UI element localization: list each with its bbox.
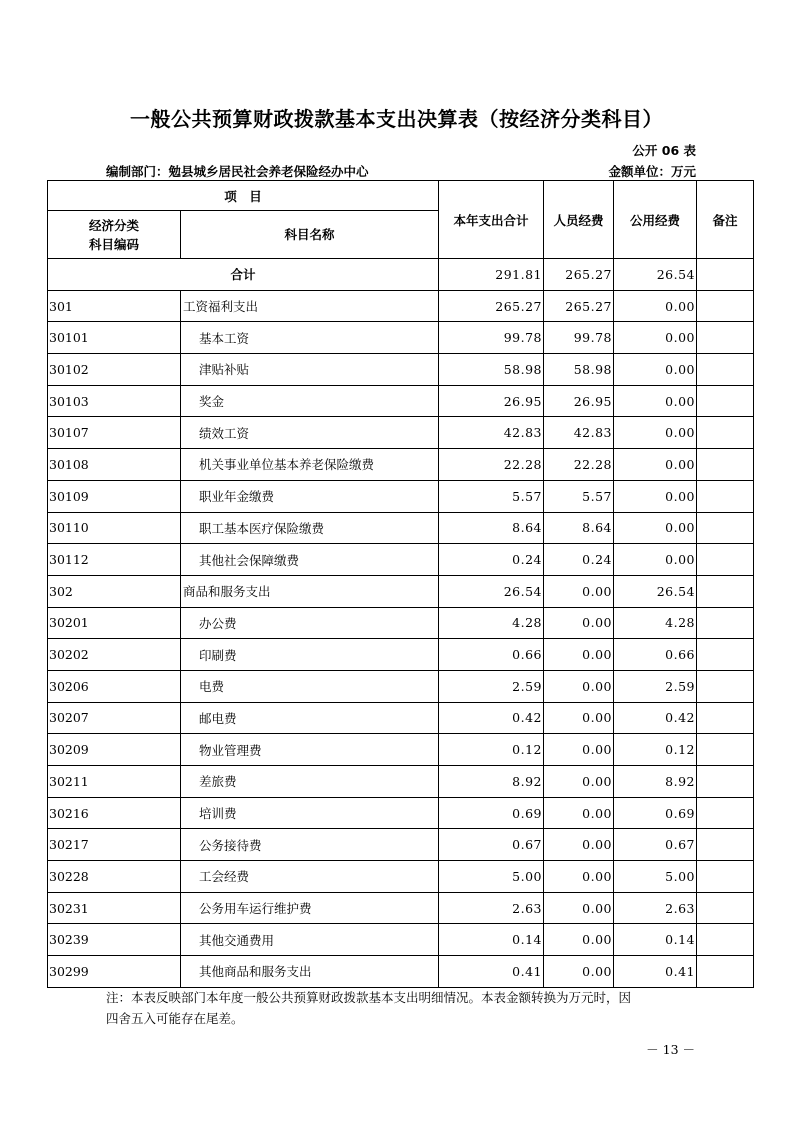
header-project: 项 目	[48, 181, 439, 211]
row-name: 商品和服务支出	[181, 575, 439, 607]
row-public: 0.66	[614, 639, 697, 671]
row-code: 30101	[48, 322, 181, 354]
table-row	[48, 956, 754, 988]
footnote-line2: 四舍五入可能存在尾差。	[106, 1011, 244, 1026]
row-public: 0.00	[614, 385, 697, 417]
total-row	[48, 259, 754, 291]
table-row	[48, 734, 754, 766]
row-personnel: 8.64	[544, 512, 614, 544]
row-total: 99.78	[439, 322, 544, 354]
row-personnel: 0.00	[544, 607, 614, 639]
row-public: 0.00	[614, 354, 697, 386]
row-personnel: 0.00	[544, 892, 614, 924]
row-total: 2.59	[439, 670, 544, 702]
row-name: 物业管理费	[181, 734, 439, 766]
table-row	[48, 766, 754, 798]
row-total: 8.64	[439, 512, 544, 544]
row-public: 4.28	[614, 607, 697, 639]
compiling-department: 编制部门：勉县城乡居民社会养老保险经办中心	[106, 164, 369, 179]
row-public: 0.00	[614, 512, 697, 544]
row-code: 30299	[48, 956, 181, 988]
row-personnel: 0.00	[544, 702, 614, 734]
row-remark	[697, 734, 754, 766]
header-econ-code	[48, 211, 181, 259]
row-personnel: 265.27	[544, 290, 614, 322]
footnote-line1: 注：本表反映部门本年度一般公共预算财政拨款基本支出明细情况。本表金额转换为万元时，因	[106, 990, 632, 1005]
row-personnel: 5.57	[544, 480, 614, 512]
row-total: 22.28	[439, 449, 544, 481]
row-name: 办公费	[181, 607, 439, 639]
row-public: 0.00	[614, 544, 697, 576]
row-personnel: 0.00	[544, 797, 614, 829]
row-total: 42.83	[439, 417, 544, 449]
row-remark	[697, 607, 754, 639]
row-public: 0.42	[614, 702, 697, 734]
row-name: 公务用车运行维护费	[181, 892, 439, 924]
table-row	[48, 575, 754, 607]
row-name: 工会经费	[181, 861, 439, 893]
total-personnel: 265.27	[544, 259, 614, 291]
row-public: 0.41	[614, 956, 697, 988]
row-name: 基本工资	[181, 322, 439, 354]
table-row	[48, 702, 754, 734]
row-remark	[697, 797, 754, 829]
table-row	[48, 417, 754, 449]
row-total: 0.42	[439, 702, 544, 734]
row-remark	[697, 575, 754, 607]
table-row	[48, 829, 754, 861]
row-code: 301	[48, 290, 181, 322]
row-personnel: 42.83	[544, 417, 614, 449]
row-code: 30201	[48, 607, 181, 639]
table-row	[48, 544, 754, 576]
row-public: 0.12	[614, 734, 697, 766]
row-remark	[697, 892, 754, 924]
row-remark	[697, 766, 754, 798]
row-total: 8.92	[439, 766, 544, 798]
row-code: 30107	[48, 417, 181, 449]
row-name: 邮电费	[181, 702, 439, 734]
row-code: 30217	[48, 829, 181, 861]
row-public: 8.92	[614, 766, 697, 798]
row-personnel: 0.00	[544, 861, 614, 893]
table-row	[48, 290, 754, 322]
row-remark	[697, 417, 754, 449]
table-row	[48, 861, 754, 893]
row-name: 电费	[181, 670, 439, 702]
row-remark	[697, 639, 754, 671]
row-personnel: 0.00	[544, 924, 614, 956]
row-public: 0.69	[614, 797, 697, 829]
row-total: 26.95	[439, 385, 544, 417]
row-name: 培训费	[181, 797, 439, 829]
total-sum: 291.81	[439, 259, 544, 291]
footnote	[106, 987, 706, 1029]
table-row	[48, 354, 754, 386]
row-name: 奖金	[181, 385, 439, 417]
row-remark	[697, 702, 754, 734]
row-total: 26.54	[439, 575, 544, 607]
row-remark	[697, 449, 754, 481]
row-personnel: 0.00	[544, 639, 614, 671]
row-total: 0.14	[439, 924, 544, 956]
row-personnel: 0.00	[544, 829, 614, 861]
row-remark	[697, 544, 754, 576]
table-row	[48, 449, 754, 481]
row-remark	[697, 670, 754, 702]
row-public: 0.00	[614, 449, 697, 481]
row-total: 0.67	[439, 829, 544, 861]
table-row	[48, 322, 754, 354]
page-number: － 13 －	[646, 1042, 695, 1057]
row-code: 30102	[48, 354, 181, 386]
row-code: 30108	[48, 449, 181, 481]
row-remark	[697, 322, 754, 354]
table-row	[48, 639, 754, 671]
row-name: 印刷费	[181, 639, 439, 671]
row-name: 机关事业单位基本养老保险缴费	[181, 449, 439, 481]
header-remark: 备注	[697, 181, 754, 259]
row-public: 26.54	[614, 575, 697, 607]
row-personnel: 26.95	[544, 385, 614, 417]
row-remark	[697, 861, 754, 893]
row-public: 0.00	[614, 480, 697, 512]
row-total: 5.57	[439, 480, 544, 512]
row-code: 30202	[48, 639, 181, 671]
row-code: 30103	[48, 385, 181, 417]
row-remark	[697, 354, 754, 386]
row-name: 其他商品和服务支出	[181, 956, 439, 988]
row-personnel: 58.98	[544, 354, 614, 386]
amount-unit: 金额单位：万元	[608, 164, 696, 179]
row-remark	[697, 385, 754, 417]
total-public: 26.54	[614, 259, 697, 291]
table-row	[48, 512, 754, 544]
total-remark	[697, 259, 754, 291]
row-remark	[697, 480, 754, 512]
row-total: 0.41	[439, 956, 544, 988]
row-code: 30207	[48, 702, 181, 734]
row-code: 30112	[48, 544, 181, 576]
header-personnel: 人员经费	[544, 181, 614, 259]
header-public: 公用经费	[614, 181, 697, 259]
row-total: 58.98	[439, 354, 544, 386]
table-row	[48, 607, 754, 639]
header-subject-name: 科目名称	[181, 211, 439, 259]
row-remark	[697, 924, 754, 956]
table-row	[48, 480, 754, 512]
row-public: 0.00	[614, 322, 697, 354]
row-code: 30239	[48, 924, 181, 956]
row-public: 5.00	[614, 861, 697, 893]
row-total: 0.69	[439, 797, 544, 829]
row-remark	[697, 829, 754, 861]
row-personnel: 0.24	[544, 544, 614, 576]
row-name: 公务接待费	[181, 829, 439, 861]
row-name: 其他社会保障缴费	[181, 544, 439, 576]
row-public: 0.00	[614, 417, 697, 449]
table-row	[48, 924, 754, 956]
row-personnel: 99.78	[544, 322, 614, 354]
row-code: 30206	[48, 670, 181, 702]
row-personnel: 0.00	[544, 956, 614, 988]
row-code: 30110	[48, 512, 181, 544]
row-code: 30211	[48, 766, 181, 798]
row-name: 差旅费	[181, 766, 439, 798]
row-name: 工资福利支出	[181, 290, 439, 322]
header-econ-code-line1: 经济分类	[88, 217, 139, 233]
row-public: 2.59	[614, 670, 697, 702]
row-name: 津贴补贴	[181, 354, 439, 386]
row-name: 其他交通费用	[181, 924, 439, 956]
row-personnel: 0.00	[544, 670, 614, 702]
row-code: 30228	[48, 861, 181, 893]
table-row	[48, 385, 754, 417]
row-personnel: 0.00	[544, 766, 614, 798]
table-row	[48, 892, 754, 924]
header-econ-code-line2: 科目编码	[88, 236, 139, 252]
row-total: 0.24	[439, 544, 544, 576]
row-public: 2.63	[614, 892, 697, 924]
row-personnel: 0.00	[544, 734, 614, 766]
table-row	[48, 797, 754, 829]
row-code: 30231	[48, 892, 181, 924]
row-remark	[697, 956, 754, 988]
row-total: 0.12	[439, 734, 544, 766]
expenditure-table	[47, 180, 754, 988]
row-public: 0.14	[614, 924, 697, 956]
header-total: 本年支出合计	[439, 181, 544, 259]
row-name: 绩效工资	[181, 417, 439, 449]
page-title: 一般公共预算财政拨款基本支出决算表（按经济分类科目）	[130, 107, 663, 131]
row-code: 30109	[48, 480, 181, 512]
row-personnel: 0.00	[544, 575, 614, 607]
row-name: 职业年金缴费	[181, 480, 439, 512]
row-total: 265.27	[439, 290, 544, 322]
table-row	[48, 670, 754, 702]
row-total: 2.63	[439, 892, 544, 924]
total-label: 合计	[48, 259, 439, 291]
row-remark	[697, 512, 754, 544]
row-name: 职工基本医疗保险缴费	[181, 512, 439, 544]
table-number: 公开 06 表	[632, 143, 696, 158]
row-total: 4.28	[439, 607, 544, 639]
row-code: 302	[48, 575, 181, 607]
row-total: 5.00	[439, 861, 544, 893]
row-personnel: 22.28	[544, 449, 614, 481]
row-public: 0.00	[614, 290, 697, 322]
row-remark	[697, 290, 754, 322]
row-code: 30209	[48, 734, 181, 766]
row-code: 30216	[48, 797, 181, 829]
row-total: 0.66	[439, 639, 544, 671]
row-public: 0.67	[614, 829, 697, 861]
